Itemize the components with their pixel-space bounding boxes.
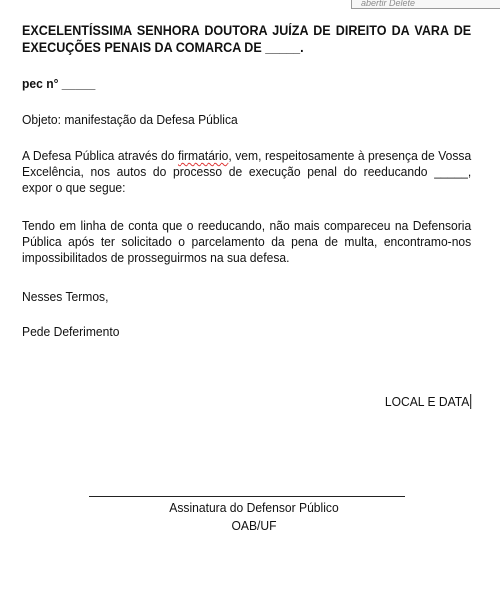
pec-number-line: pec n° _____ — [22, 76, 96, 91]
place-and-date-text: LOCAL E DATA — [384, 394, 470, 409]
text-cursor — [470, 394, 471, 409]
paragraph-request-start: A Defesa Pública através do — [22, 148, 178, 163]
closing-terms: Nesses Termos, — [22, 289, 109, 304]
paragraph-justification: Tendo em linha de conta que o reeducando, não mais compareceu na Defensoria Pública após ter solicitado o parcelamento da pena de multa, encontramo-nos impossibilitados de prosseguirmos na sua defesa. — [22, 218, 472, 265]
paragraph-request-end: , vem, respeitosamente à presença de Vossa Excelência, nos autos do processo de execução penal do reeducando _____, expor o que segue: — [22, 148, 472, 195]
signature-oab: OAB/UF — [231, 518, 277, 533]
closing-request: Pede Deferimento — [22, 324, 120, 339]
comment-balloon[interactable]: abertir Delete — [351, 0, 500, 9]
paragraph-request — [22, 148, 471, 196]
signature-line — [89, 496, 405, 497]
subject-line: Objeto: manifestação da Defesa Pública — [22, 112, 238, 127]
document-heading: EXCELENTÍSSIMA SENHORA DOUTORA JUÍZA DE DIREITO DA VARA DE EXECUÇÕES PENAIS DA COMARCA DE _____. — [22, 23, 472, 55]
spellcheck-flagged-word[interactable]: firmatário — [177, 148, 229, 163]
signature-name: Assinatura do Defensor Público — [169, 500, 339, 515]
place-and-date — [22, 394, 471, 410]
